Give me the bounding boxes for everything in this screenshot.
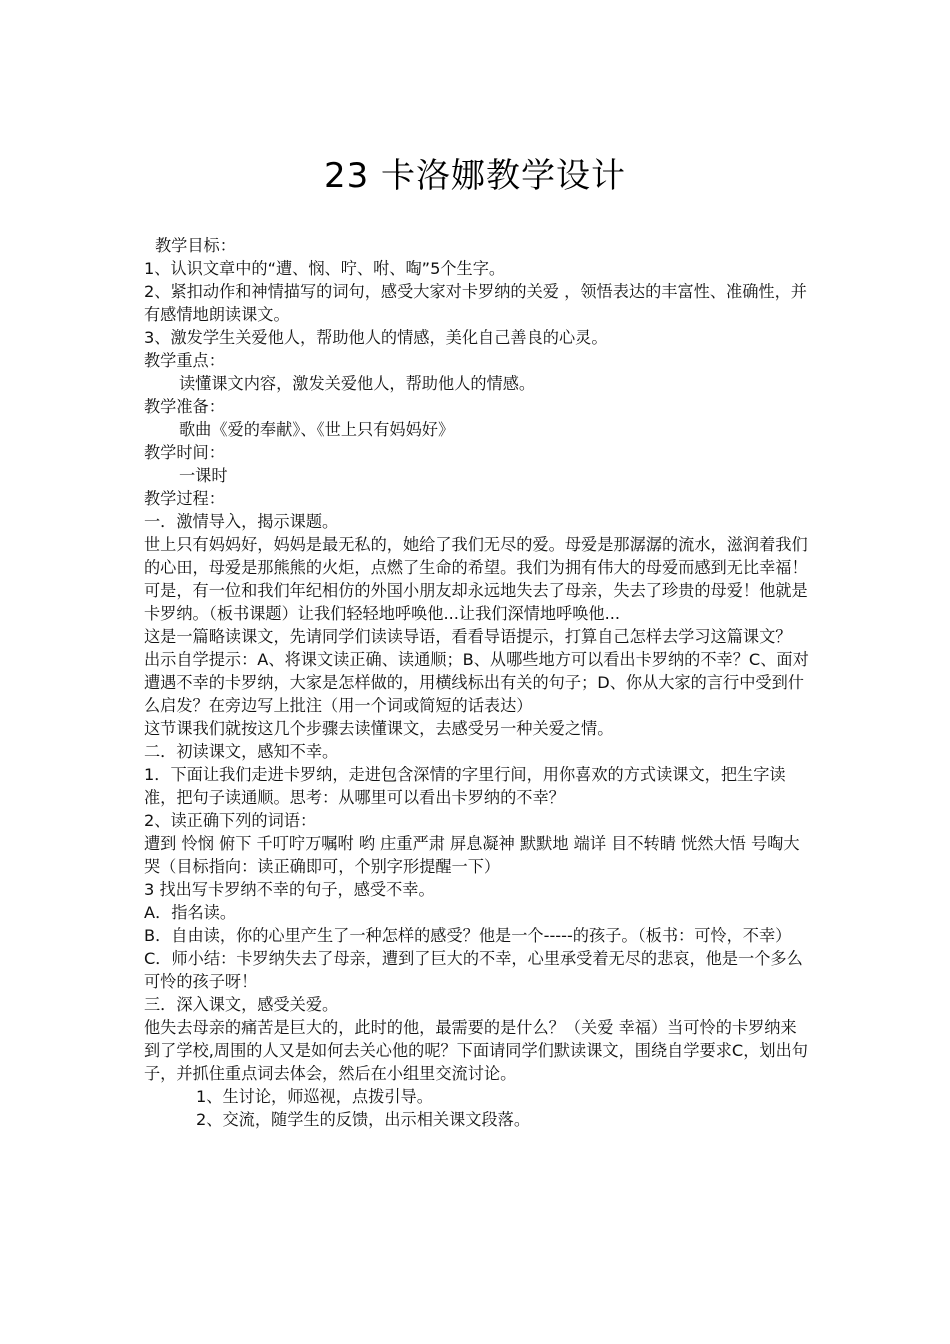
paragraph: 教学时间： (144, 443, 225, 462)
paragraph: 一．激情导入，揭示课题。 (144, 512, 339, 531)
paragraph: 遭到 怜悯 俯下 千叮咛万嘱咐 哟 庄重严肃 屏息凝神 默默地 端详 目不转睛 恍然大悟 号啕大哭（目标指向：读正确即可，个别字形提醒一下） (144, 834, 800, 876)
paragraph: 读懂课文内容，激发关爱他人，帮助他人的情感。 (179, 374, 536, 393)
paragraph: 教学过程： (144, 489, 225, 508)
paragraph: 教学目标： (155, 236, 236, 255)
paragraph: 他失去母亲的痛苦是巨大的，此时的他，最需要的是什么？（关爱 幸福）当可怜的卡罗纳来到了学校,周围的人又是如何去关心他的呢？下面请同学们默读课文，围绕自学要求C，划出句子，并抓住重点词去体会，然后在小组里交流讨论。 (144, 1018, 808, 1083)
paragraph: 出示自学提示：A、将课文读正确、读通顺；B、从哪些地方可以看出卡罗纳的不幸？C、面对遭遇不幸的卡罗纳，大家是怎样做的，用横线标出有关的句子；D、你从大家的言行中受到什么启发？在旁边写上批注（用一个词或简短的话表达） (144, 650, 809, 715)
paragraph: 这是一篇略读课文，先请同学们读读导语，看看导语提示，打算自己怎样去学习这篇课文？ (144, 627, 792, 646)
paragraph: B．自由读，你的心里产生了一种怎样的感受？他是一个-----的孩子。（板书：可怜，不幸） (144, 926, 792, 945)
paragraph: 2、交流，随学生的反馈，出示相关课文段落。 (196, 1110, 531, 1129)
paragraph: 教学重点： (144, 351, 225, 370)
paragraph: C．师小结：卡罗纳失去了母亲，遭到了巨大的不幸，心里承受着无尽的悲哀，他是一个多么可怜的孩子呀！ (144, 949, 803, 991)
paragraph: 1、认识文章中的“遭、悯、咛、咐、啕”5个生字。 (144, 259, 506, 278)
paragraph: 这节课我们就按这几个步骤去读懂课文，去感受另一种关爱之情。 (144, 719, 614, 738)
paragraph: 1．下面让我们走进卡罗纳，走进包含深情的字里行间，用你喜欢的方式读课文，把生字读准，把句子读通顺。思考：从哪里可以看出卡罗纳的不幸？ (144, 765, 786, 807)
paragraph: 1、生讨论，师巡视，点拨引导。 (196, 1087, 433, 1106)
paragraph: 2、紧扣动作和神情描写的词句，感受大家对卡罗纳的关爱 ，领悟表达的丰富性、准确性，并有感情地朗读课文。 (144, 282, 807, 324)
paragraph: 二．初读课文，感知不幸。 (144, 742, 339, 761)
paragraph: 三．深入课文，感受关爱。 (144, 995, 339, 1014)
paragraph: 3、激发学生关爱他人，帮助他人的情感，美化自己善良的心灵。 (144, 328, 608, 347)
paragraph: 3 找出写卡罗纳不幸的句子，感受不幸。 (144, 880, 435, 899)
document-title: 23 卡洛娜教学设计 (323, 156, 627, 196)
paragraph: 歌曲《爱的奉献》、《世上只有妈妈好》 (179, 420, 455, 439)
paragraph: 教学准备： (144, 397, 225, 416)
paragraph: 世上只有妈妈好，妈妈是最无私的，她给了我们无尽的爱。母爱是那潺潺的流水，滋润着我们的心田，母爱是那熊熊的火炬，点燃了生命的希望。我们为拥有伟大的母爱而感到无比幸福！可是，有一位和我们年纪相仿的外国小朋友却永远地失去了母亲，失去了珍贵的母爱！他就是卡罗纳。（板书课题）让我们轻轻地呼唤他...让我们深情地呼唤他... (144, 535, 808, 623)
paragraph: 一课时 (179, 466, 228, 485)
paragraph: A．指名读。 (144, 903, 237, 922)
paragraph: 2、读正确下列的词语： (144, 811, 317, 830)
document-body (144, 234, 809, 1131)
